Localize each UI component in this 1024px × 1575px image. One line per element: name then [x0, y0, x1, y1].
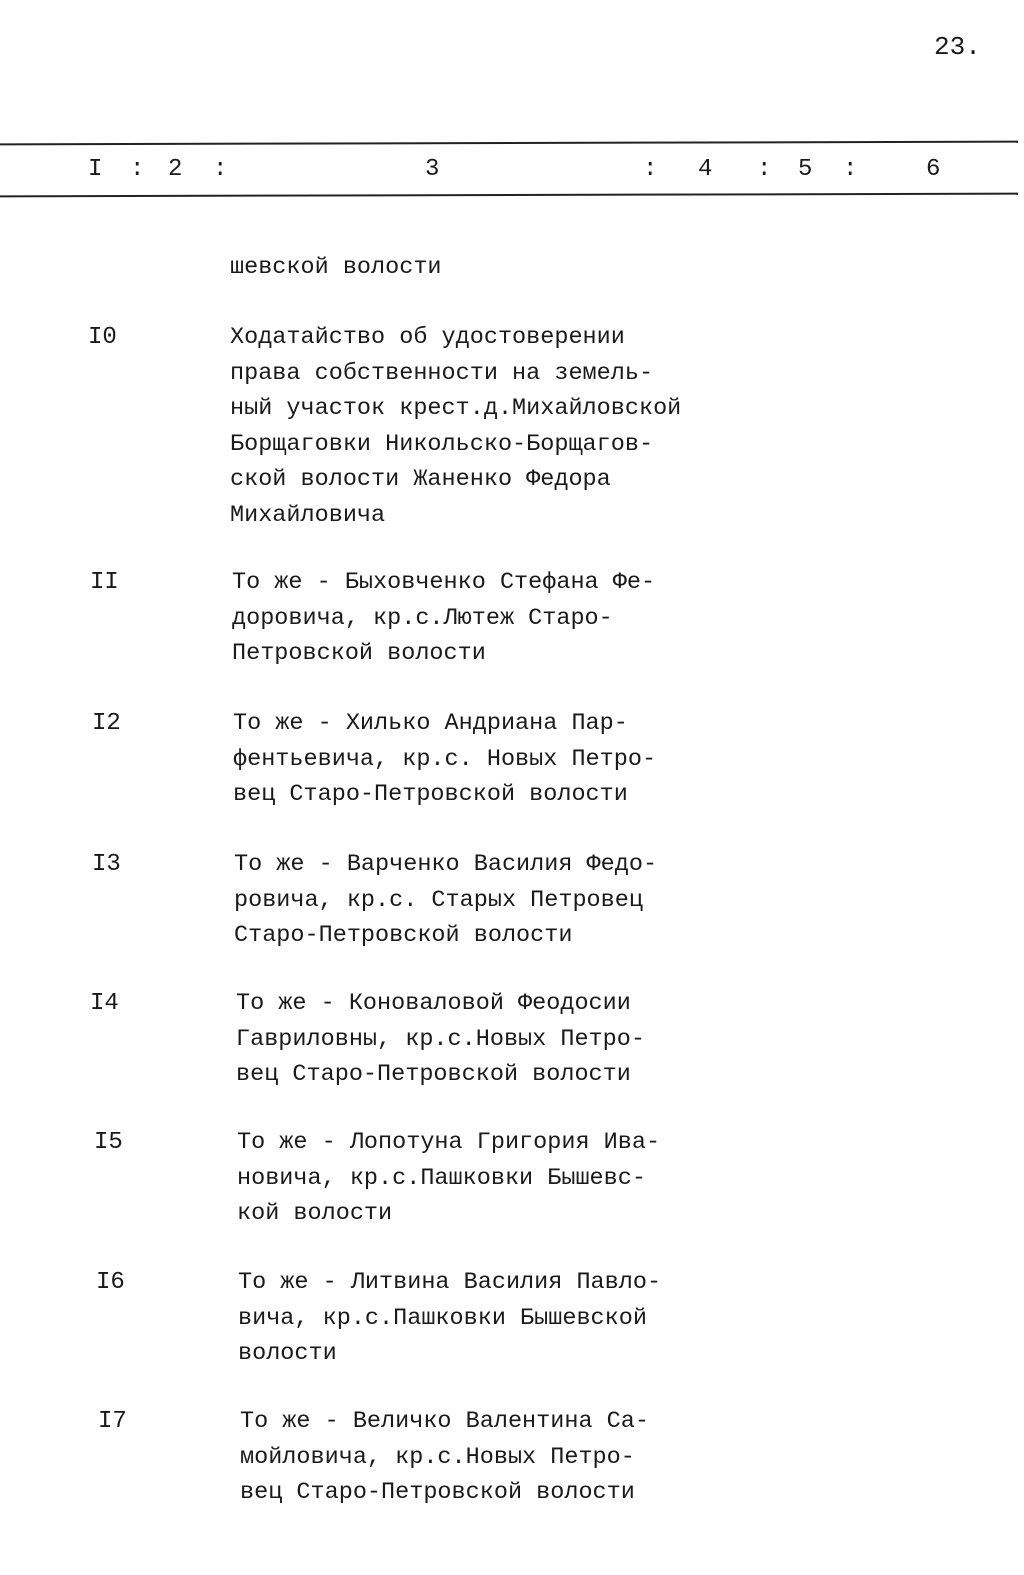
text-line: То же - Лопотуна Григория Ива-: [237, 1129, 661, 1156]
text-line: ный участок крест.д.Михайловской: [230, 395, 682, 422]
text-line: фентьевича, кр.с. Новых Петро-: [233, 745, 657, 773]
entry-description: [234, 847, 657, 954]
entry-description: [237, 1125, 660, 1232]
text-line: Борщаговки Никольско-Борщагов-: [230, 430, 654, 458]
text-line: Ходатайство об удостоверении: [230, 324, 625, 351]
text-line: волости: [238, 1340, 337, 1367]
column-4-header: 4: [698, 156, 713, 183]
text-line: вича, кр.с.Пашковки Бышевской: [238, 1304, 647, 1332]
text-line: То же - Быховченко Стефана Фе-: [232, 569, 656, 596]
column-3-header: 3: [425, 156, 440, 183]
column-6-header: 6: [926, 156, 941, 183]
continuation-text: [230, 250, 442, 286]
text-line: Петровской волости: [232, 640, 486, 667]
entry-number: I2: [92, 710, 121, 737]
text-line: Михайловича: [230, 501, 386, 529]
header-top-rule: [0, 141, 1018, 146]
text-line: То же - Коноваловой Феодосии: [236, 990, 631, 1017]
entry-number: I6: [96, 1269, 125, 1296]
column-2-header: 2: [168, 156, 183, 183]
entry-description: [232, 565, 655, 672]
text-line: Гавриловны, кр.с.Новых Петро-: [236, 1025, 645, 1053]
column-separator: :: [213, 156, 228, 183]
entry-number: I3: [92, 851, 121, 878]
text-line: вец Старо-Петровской волости: [233, 781, 628, 808]
column-1-header: I: [88, 156, 103, 183]
entry-description: [240, 1404, 649, 1511]
page-number: 23.: [934, 32, 981, 62]
text-line: То же - Литвина Василия Павло-: [238, 1269, 662, 1296]
column-separator: :: [130, 156, 145, 183]
text-line: шевской волости: [230, 254, 442, 281]
column-separator: :: [843, 156, 858, 183]
text-line: мойловича, кр.с.Новых Петро-: [240, 1443, 635, 1471]
entry-number: II: [90, 569, 119, 596]
text-line: Старо-Петровской волости: [234, 922, 573, 949]
text-line: права собственности на земель-: [230, 359, 654, 387]
header-bottom-rule: [0, 193, 1018, 198]
column-separator: :: [643, 156, 658, 183]
text-line: вец Старо-Петровской волости: [236, 1061, 631, 1088]
entry-description: [238, 1265, 661, 1372]
entry-description: [233, 706, 656, 813]
text-line: кой волости: [237, 1200, 393, 1227]
text-line: вец Старо-Петровской волости: [240, 1479, 635, 1506]
entry-number: I4: [90, 990, 119, 1017]
column-separator: :: [757, 156, 772, 183]
text-line: новича, кр.с.Пашковки Бышевс-: [237, 1164, 646, 1192]
text-line: То же - Варченко Василия Федо-: [234, 851, 658, 878]
text-line: доровича, кр.с.Лютеж Старо-: [232, 604, 613, 632]
entry-number: I7: [98, 1408, 127, 1435]
text-line: То же - Хилько Андриана Пар-: [233, 710, 628, 737]
entry-number: I0: [88, 324, 117, 351]
entry-description: [236, 986, 645, 1093]
text-line: ской волости Жаненко Федора: [230, 466, 611, 493]
entry-description: [230, 320, 681, 533]
entry-number: I5: [94, 1129, 123, 1156]
text-line: ровича, кр.с. Старых Петровец: [234, 886, 643, 914]
text-line: То же - Величко Валентина Са-: [240, 1408, 649, 1435]
column-5-header: 5: [798, 156, 813, 183]
